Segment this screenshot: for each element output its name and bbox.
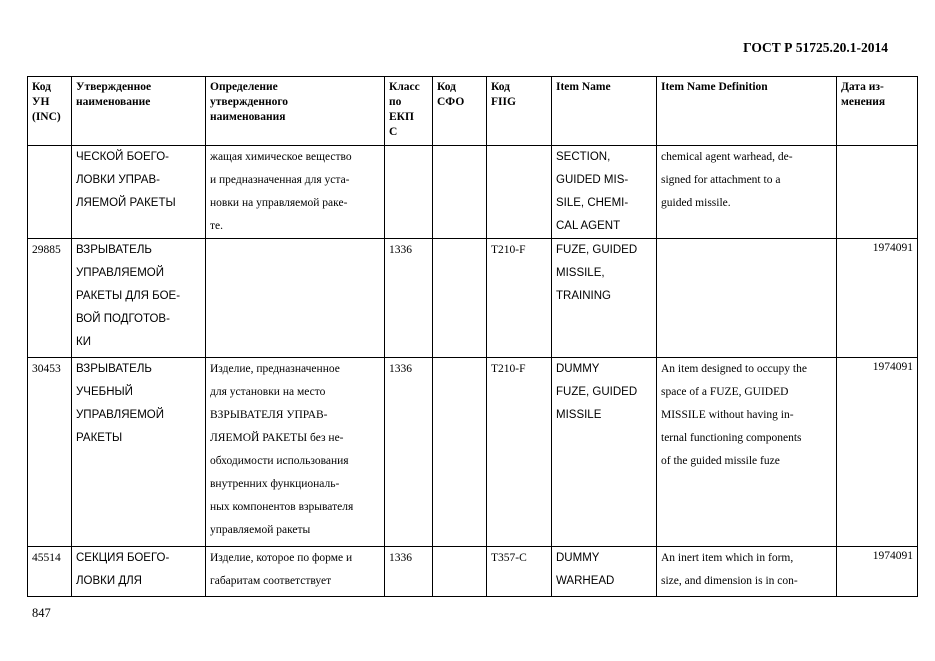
col-header-fiig: Код FIIG	[487, 77, 552, 146]
cell-sfo	[433, 146, 487, 239]
cell-item-def: An inert item which in form, size, and dimension is in con-	[657, 547, 837, 597]
col-header-date: Дата из- менения	[837, 77, 918, 146]
cell-inc: 30453	[28, 358, 72, 547]
items-table	[27, 76, 918, 597]
cell-date: 1974091	[837, 239, 918, 358]
cell-date: 1974091	[837, 547, 918, 597]
cell-sfo	[433, 358, 487, 547]
cell-name: ЧЕСКОЙ БОЕГО- ЛОВКИ УПРАВ- ЛЯЕМОЙ РАКЕТЫ	[72, 146, 206, 239]
cell-item-def: chemical agent warhead, de- signed for attachment to a guided missile.	[657, 146, 837, 239]
table-row	[28, 146, 918, 239]
col-header-definition: Определение утвержденного наименования	[206, 77, 385, 146]
cell-item-name: FUZE, GUIDED MISSILE, TRAINING	[552, 239, 657, 358]
table-row	[28, 358, 918, 547]
col-header-class: Класс по ЕКП С	[385, 77, 433, 146]
cell-name: ВЗРЫВАТЕЛЬ УПРАВЛЯЕМОЙ РАКЕТЫ ДЛЯ БОЕ- ВОЙ ПОДГОТОВ- КИ	[72, 239, 206, 358]
col-header-inc: Код УН (INC)	[28, 77, 72, 146]
cell-definition: Изделие, которое по форме и габаритам соответствует	[206, 547, 385, 597]
cell-item-def	[657, 239, 837, 358]
cell-fiig: T210-F	[487, 358, 552, 547]
cell-item-name: SECTION, GUIDED MIS- SILE, CHEMI- CAL AGENT	[552, 146, 657, 239]
cell-class: 1336	[385, 547, 433, 597]
cell-sfo	[433, 239, 487, 358]
cell-item-def: An item designed to occupy the space of a FUZE, GUIDED MISSILE without having in- ternal functioning components of the guided missile fuze	[657, 358, 837, 547]
table-header-row	[28, 77, 918, 146]
table-row	[28, 547, 918, 597]
cell-date: 1974091	[837, 358, 918, 547]
cell-fiig: T210-F	[487, 239, 552, 358]
cell-item-name: DUMMY WARHEAD	[552, 547, 657, 597]
col-header-sfo: Код СФО	[433, 77, 487, 146]
col-header-item-name: Item Name	[552, 77, 657, 146]
cell-item-name: DUMMY FUZE, GUIDED MISSILE	[552, 358, 657, 547]
col-header-name: Утвержденное наименование	[72, 77, 206, 146]
col-header-item-def: Item Name Definition	[657, 77, 837, 146]
cell-class	[385, 146, 433, 239]
cell-sfo	[433, 547, 487, 597]
cell-name: СЕКЦИЯ БОЕГО- ЛОВКИ ДЛЯ	[72, 547, 206, 597]
cell-inc: 45514	[28, 547, 72, 597]
cell-class: 1336	[385, 239, 433, 358]
cell-date	[837, 146, 918, 239]
page-number: 847	[32, 606, 51, 620]
cell-fiig: T357-C	[487, 547, 552, 597]
cell-definition: жащая химическое вещество и предназначенная для уста- новки на управляемой раке- те.	[206, 146, 385, 239]
document-code: ГОСТ Р 51725.20.1-2014	[743, 40, 888, 55]
cell-fiig	[487, 146, 552, 239]
table-row	[28, 239, 918, 358]
cell-inc: 29885	[28, 239, 72, 358]
cell-definition	[206, 239, 385, 358]
cell-class: 1336	[385, 358, 433, 547]
cell-name: ВЗРЫВАТЕЛЬ УЧЕБНЫЙ УПРАВЛЯЕМОЙ РАКЕТЫ	[72, 358, 206, 547]
cell-inc	[28, 146, 72, 239]
cell-definition: Изделие, предназначенное для установки на место ВЗРЫВАТЕЛЯ УПРАВ- ЛЯЕМОЙ РАКЕТЫ без не- обходимости использования внутренних функциональ- ных компонентов взрывателя управляемой ракеты	[206, 358, 385, 547]
